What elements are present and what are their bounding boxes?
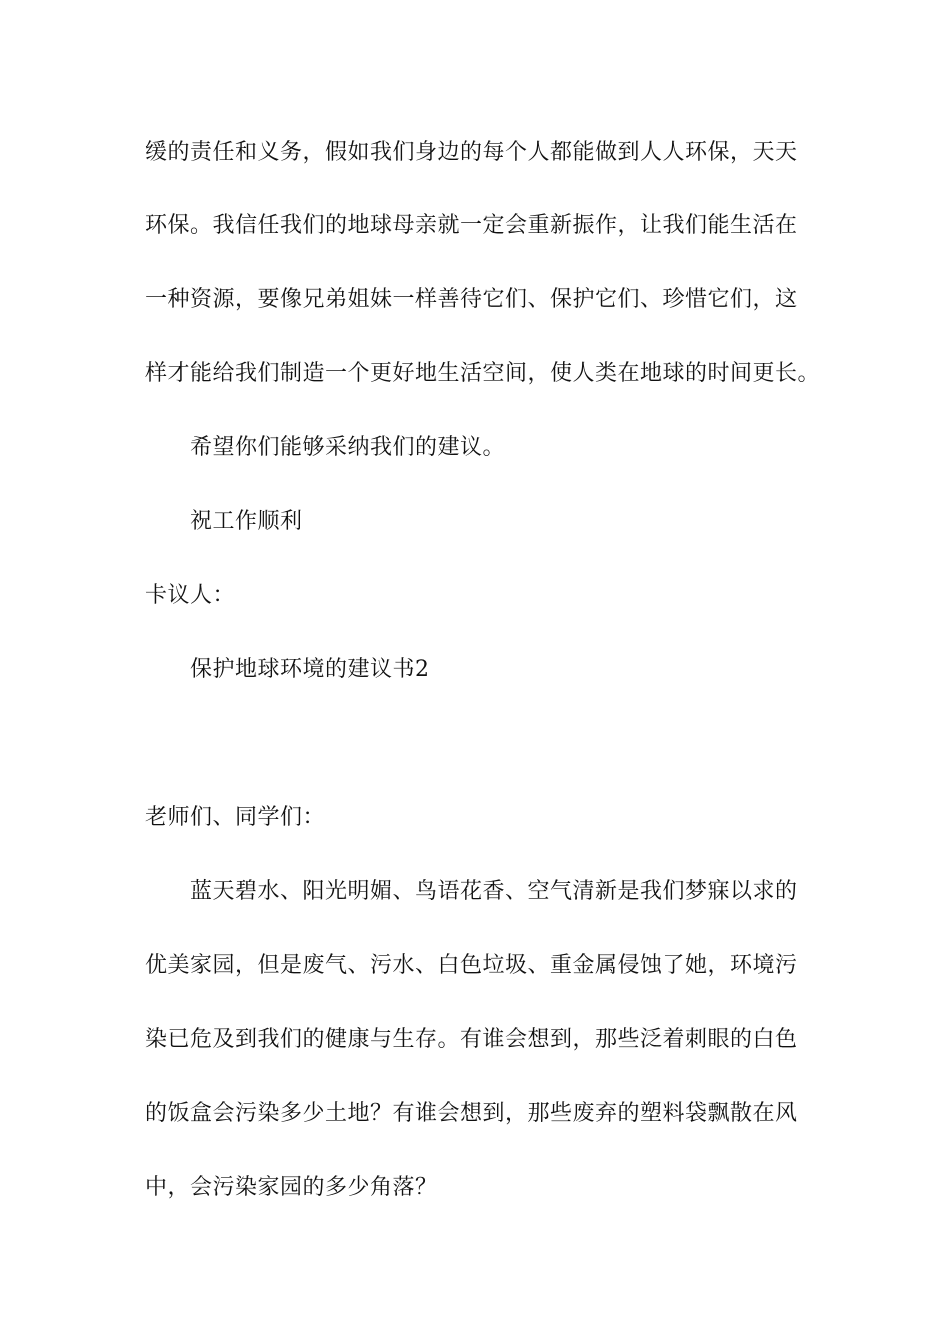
paragraph-line: 的饭盒会污染多少土地？有谁会想到，那些废弃的塑料袋飘散在风 <box>145 1101 798 1126</box>
paragraph-line: 缓的责任和义务，假如我们身边的每个人都能做到人人环保，天天 <box>145 140 798 165</box>
paragraph-line: 样才能给我们制造一个更好地生活空间，使人类在地球的时间更长。 <box>145 361 821 386</box>
paragraph-line: 蓝天碧水、阳光明媚、鸟语花香、空气清新是我们梦寐以求的 <box>190 879 798 904</box>
closing-line: 祝工作顺利 <box>190 509 303 534</box>
paragraph-line: 中，会污染家园的多少角落？ <box>145 1175 438 1200</box>
paragraph-line: 希望你们能够采纳我们的建议。 <box>190 435 506 460</box>
paragraph-line: 环保。我信任我们的地球母亲就一定会重新振作，让我们能生活在 <box>145 213 798 238</box>
signature-label: 卡议人： <box>145 583 236 608</box>
paragraph-line: 一种资源，要像兄弟姐妹一样善待它们、保护它们、珍惜它们，这 <box>145 287 798 312</box>
paragraph-line: 优美家园，但是废气、污水、白色垃圾、重金属侵蚀了她，环境污 <box>145 953 798 978</box>
section-title: 保护地球环境的建议书2 <box>190 657 430 682</box>
salutation: 老师们、同学们： <box>145 805 326 830</box>
paragraph-line: 染已危及到我们的健康与生存。有谁会想到，那些泛着刺眼的白色 <box>145 1027 798 1052</box>
